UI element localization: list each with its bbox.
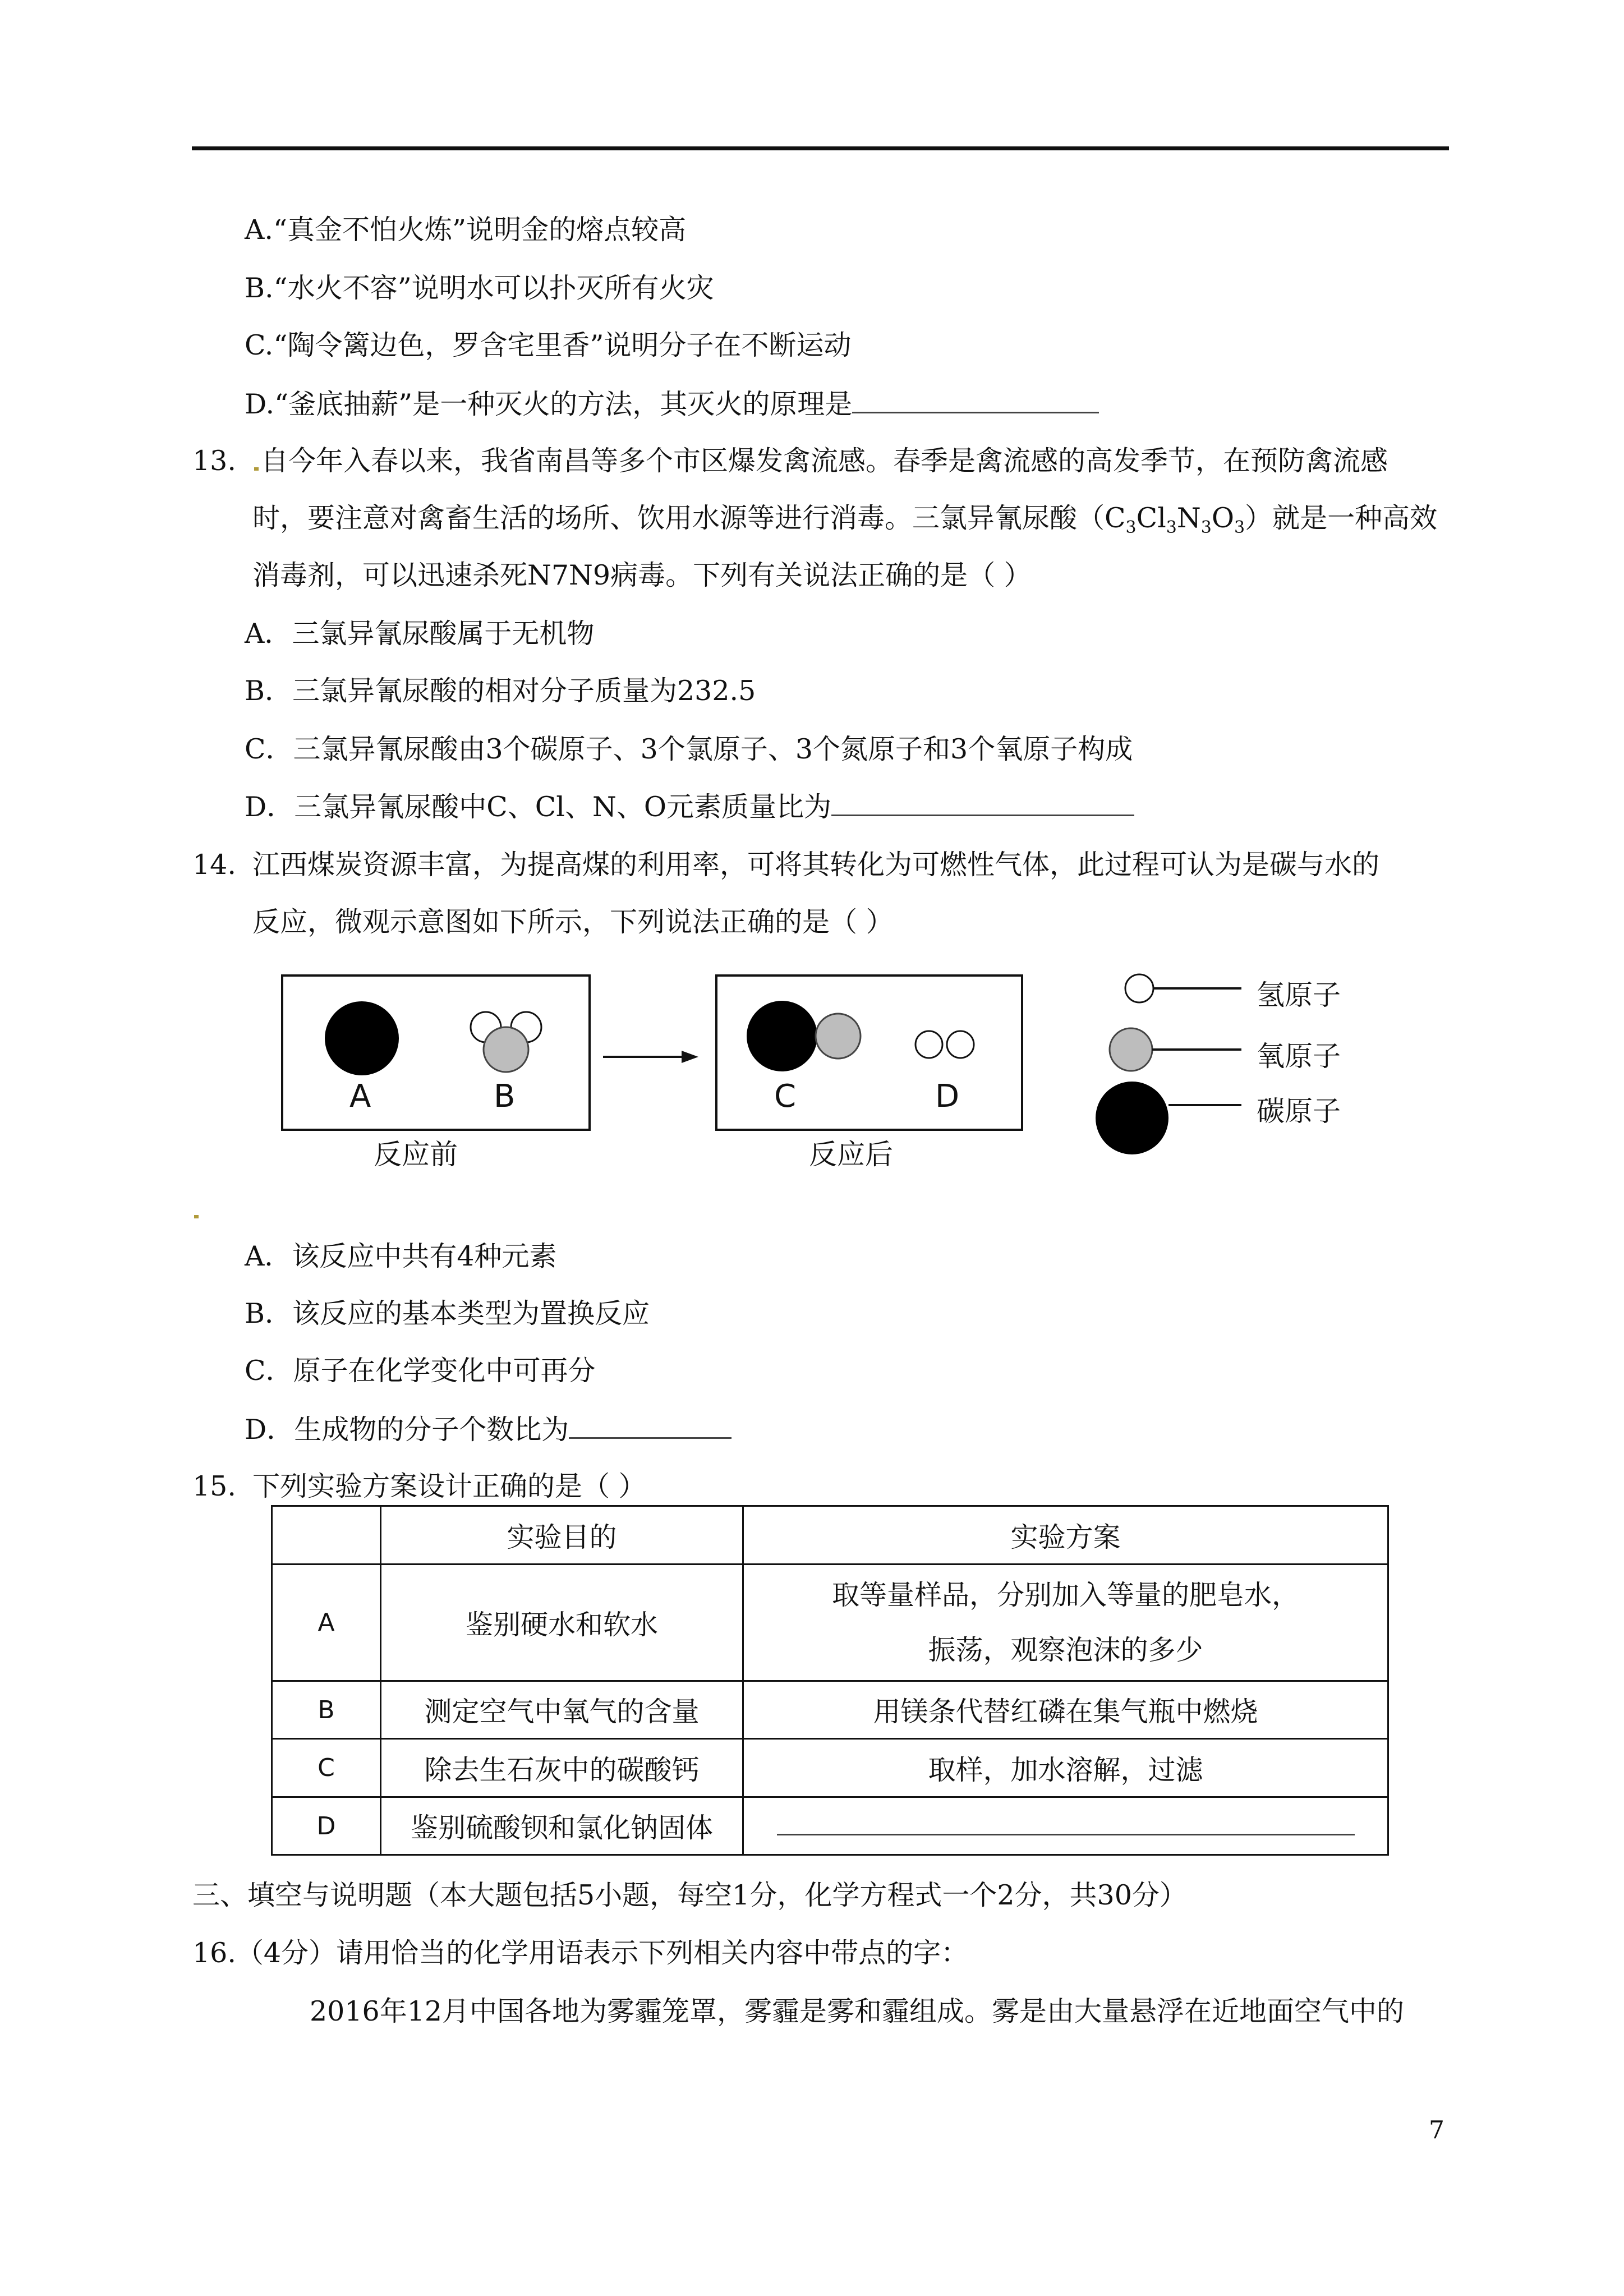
row-key: B [272, 1681, 381, 1739]
section-heading [192, 1877, 1187, 1913]
q12-option-c: C.“陶令篱边色，罗含宅里香”说明分子在不断运动 [245, 329, 852, 361]
arrow-head [682, 1051, 698, 1063]
row-purpose: 除去生石灰中的碳酸钙 [381, 1739, 743, 1797]
row-plan: 取样，加水溶解，过滤 [743, 1739, 1388, 1797]
q14-option-b: B．该反应的基本类型为置换反应 [245, 1297, 650, 1329]
q13-stem-line1: 自今年入春以来，我省南昌等多个市区爆发禽流感。春季是禽流感的高发季节，在预防禽流感 [261, 445, 1388, 477]
table-row [272, 1681, 1388, 1739]
legend-oxygen-label: 氧原子 [1257, 1040, 1341, 1073]
caption-after: 反应后 [809, 1138, 893, 1171]
label-b: B [494, 1078, 516, 1115]
table-header-row [272, 1506, 1388, 1565]
q15-answer-blank[interactable] [777, 1817, 1355, 1835]
hydrogen-atom [915, 1031, 942, 1058]
experiment-table [271, 1505, 1389, 1856]
q14-option-a: A．该反应中共有4种元素 [245, 1240, 557, 1272]
legend-hydrogen-swatch [1125, 974, 1153, 1002]
table-header-cell: 实验目的 [381, 1506, 743, 1565]
row-purpose: 鉴别硬水和软水 [381, 1565, 743, 1681]
q13-option-d-text: D．三氯异氰尿酸中C、Cl、N、O元素质量比为 [245, 791, 831, 823]
q15-number: 15. [192, 1470, 236, 1502]
row-plan: 用镁条代替红磷在集气瓶中燃烧 [743, 1681, 1388, 1739]
q14-option-c: C．原子在化学变化中可再分 [245, 1355, 596, 1387]
oxygen-atom [484, 1027, 528, 1072]
table-row [272, 1739, 1388, 1797]
oxygen-atom [816, 1014, 861, 1059]
row-purpose: 测定空气中氧气的含量 [381, 1681, 743, 1739]
formula-element: O [1211, 502, 1234, 534]
q13-option-b: B．三氯异氰尿酸的相对分子质量为232.5 [245, 675, 756, 707]
row-plan [743, 1565, 1388, 1681]
q12-option-d-text: D.“釜底抽薪”是一种灭火的方法，其灭火的原理是 [245, 388, 853, 420]
q13-stem-line2-end: ）就是一种高效 [1245, 502, 1438, 534]
q14-option-d [245, 1411, 732, 1448]
carbon-atom [325, 1001, 399, 1075]
table-row [272, 1797, 1388, 1855]
print-speck [194, 1215, 199, 1218]
caption-before: 反应前 [374, 1138, 458, 1171]
formula-subscript: 3 [1200, 518, 1212, 537]
q14-number: 14. [192, 849, 236, 881]
q14-stem-line1: 江西煤炭资源丰富，为提高煤的利用率，可将其转化为可燃性气体，此过程可认为是碳与水的 [252, 849, 1380, 881]
q13-option-c: C．三氯异氰尿酸由3个碳原子、3个氯原子、3个氮原子和3个氧原子构成 [245, 733, 1133, 765]
q16-paragraph-line1: 2016年12月中国各地为雾霾笼罩，雾霾是雾和霾组成。雾是由大量悬浮在近地面空气中的 [310, 1995, 1405, 2027]
q13-stem-line3: 消毒剂，可以迅速杀死N7N9病毒。下列有关说法正确的是（ ） [252, 559, 1032, 591]
q13-stem-line2-text: 时，要注意对禽畜生活的场所、饮用水源等进行消毒。三氯异氰尿酸（C [252, 502, 1126, 534]
q13-number: 13. [192, 445, 236, 477]
legend-carbon-swatch [1096, 1082, 1168, 1154]
row-key: D [272, 1797, 381, 1855]
q16-stem: 16.（4分）请用恰当的化学用语表示下列相关内容中带点的字： [192, 1937, 969, 1969]
q12-option-b: B.“水火不容”说明水可以扑灭所有火灾 [245, 272, 714, 304]
formula-element: Cl [1136, 502, 1166, 534]
formula-subscript: 3 [1234, 518, 1245, 537]
q15-stem: 下列实验方案设计正确的是（ ） [252, 1470, 646, 1502]
row-plan [743, 1797, 1388, 1855]
carbon-atom [747, 1001, 817, 1071]
formula-subscript: 3 [1166, 518, 1177, 537]
table-row [272, 1565, 1388, 1681]
row-key: C [272, 1739, 381, 1797]
formula-element: N [1176, 502, 1201, 534]
q13-option-a: A．三氯异氰尿酸属于无机物 [245, 618, 595, 650]
row-plan-line: 振荡，观察泡沫的多少 [928, 1634, 1203, 1666]
label-d: D [935, 1078, 960, 1115]
hydrogen-atom [947, 1031, 974, 1058]
label-c: C [774, 1078, 797, 1115]
q14-option-d-text: D．生成物的分子个数比为 [245, 1414, 569, 1446]
formula-subscript: 3 [1125, 518, 1137, 537]
page-number: 7 [1429, 2116, 1444, 2145]
section-heading-text: 三、填空与说明题（本大题包括5小题，每空1分，化学方程式一个2分，共30分） [192, 1879, 1187, 1911]
row-purpose: 鉴别硫酸钡和氯化钠固体 [381, 1797, 743, 1855]
q14-stem-line2: 反应，微观示意图如下所示，下列说法正确的是（ ） [252, 906, 894, 938]
row-plan-line: 取等量样品，分别加入等量的肥皂水， [831, 1579, 1299, 1611]
table-header-cell [272, 1506, 381, 1565]
row-key: A [272, 1565, 381, 1681]
q12-option-a: A.“真金不怕火炼”说明金的熔点较高 [245, 214, 687, 246]
q14-answer-blank[interactable] [569, 1411, 732, 1439]
table-header-cell: 实验方案 [743, 1506, 1388, 1565]
legend-oxygen-swatch [1110, 1028, 1152, 1071]
label-a: A [349, 1078, 371, 1115]
legend-hydrogen-label: 氢原子 [1257, 979, 1341, 1011]
legend-carbon-label: 碳原子 [1257, 1095, 1341, 1128]
